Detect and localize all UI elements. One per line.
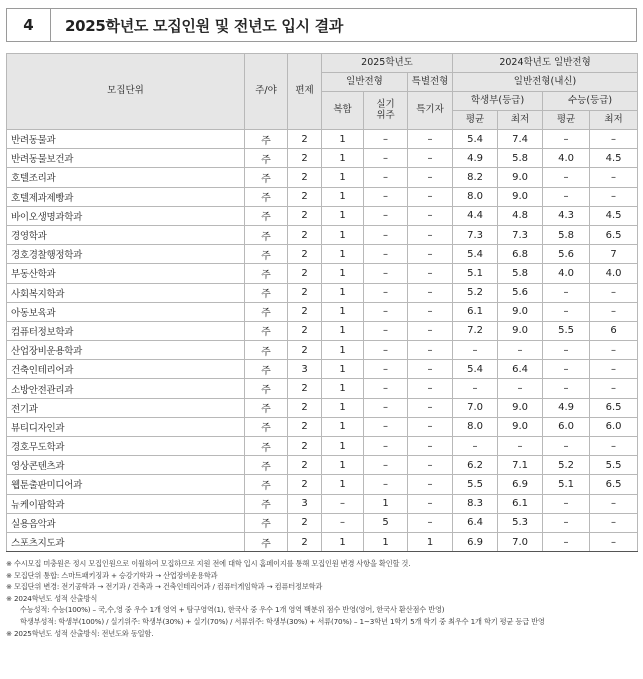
table-cell: 2	[288, 302, 322, 321]
header-special: 특별전형	[408, 73, 453, 92]
table-cell: 7.1	[498, 456, 543, 475]
table-cell: 5	[364, 513, 408, 532]
table-cell: –	[543, 130, 590, 149]
table-cell: –	[364, 456, 408, 475]
table-cell: 6.5	[590, 225, 638, 244]
table-cell: 2	[288, 130, 322, 149]
table-cell: –	[364, 206, 408, 225]
table-cell: –	[590, 283, 638, 302]
table-cell: 5.1	[453, 264, 498, 283]
table-cell: –	[498, 341, 543, 360]
table-cell: –	[590, 168, 638, 187]
table-cell: –	[543, 283, 590, 302]
table-cell: –	[408, 283, 453, 302]
table-cell: 2	[288, 168, 322, 187]
table-cell: 6.8	[498, 245, 543, 264]
table-cell: –	[408, 187, 453, 206]
table-cell: 7	[590, 245, 638, 264]
table-cell: –	[364, 130, 408, 149]
table-cell: 5.2	[453, 283, 498, 302]
table-cell: 2	[288, 283, 322, 302]
table-cell: 주	[245, 187, 288, 206]
table-cell: 5.8	[498, 264, 543, 283]
table-row	[7, 494, 638, 513]
table-cell: 주	[245, 437, 288, 456]
table-cell: –	[543, 187, 590, 206]
table-cell: –	[590, 360, 638, 379]
unit-name: 경영학과	[7, 225, 245, 244]
table-cell: 주	[245, 456, 288, 475]
table-cell: 1	[364, 494, 408, 513]
table-cell: –	[590, 379, 638, 398]
table-cell: –	[364, 398, 408, 417]
table-cell: 1	[322, 302, 364, 321]
table-cell: –	[408, 475, 453, 494]
table-cell: 6.4	[453, 513, 498, 532]
table-cell: 9.0	[498, 302, 543, 321]
header-general-inner: 일반전형(내신)	[453, 73, 638, 92]
table-cell: 2	[288, 379, 322, 398]
table-cell: 4.9	[453, 149, 498, 168]
table-cell: –	[364, 168, 408, 187]
table-cell: 5.3	[498, 513, 543, 532]
table-cell: 주	[245, 321, 288, 340]
table-cell: 5.4	[453, 130, 498, 149]
table-row	[7, 379, 638, 398]
table-cell: 2	[288, 264, 322, 283]
table-cell: 주	[245, 264, 288, 283]
table-cell: 8.0	[453, 187, 498, 206]
table-cell: 4.4	[453, 206, 498, 225]
table-cell: –	[498, 437, 543, 456]
unit-name: 웹툰출판미디어과	[7, 475, 245, 494]
table-cell: 1	[322, 321, 364, 340]
table-cell: –	[453, 379, 498, 398]
table-cell: –	[364, 360, 408, 379]
table-cell: 주	[245, 130, 288, 149]
table-row	[7, 149, 638, 168]
header-composite: 복합	[322, 92, 364, 130]
table-cell: 4.9	[543, 398, 590, 417]
table-cell: –	[408, 417, 453, 436]
table-cell: 7.0	[498, 532, 543, 551]
table-cell: 주	[245, 206, 288, 225]
table-cell: 1	[322, 417, 364, 436]
header-max: 최저	[498, 111, 543, 130]
table-cell: 6.5	[590, 398, 638, 417]
table-cell: 6.0	[590, 417, 638, 436]
unit-name: 스포츠지도과	[7, 532, 245, 551]
unit-name: 부동산학과	[7, 264, 245, 283]
table-cell: –	[408, 130, 453, 149]
section-header	[6, 8, 637, 42]
table-cell: 5.6	[543, 245, 590, 264]
table-row	[7, 168, 638, 187]
table-cell: 2	[288, 398, 322, 417]
table-cell: –	[364, 341, 408, 360]
table-cell: –	[408, 168, 453, 187]
unit-name: 산업장비운용학과	[7, 341, 245, 360]
header-2024: 2024학년도 일반전형	[453, 54, 638, 73]
table-cell: 주	[245, 283, 288, 302]
table-cell: –	[408, 341, 453, 360]
table-cell: 9.0	[498, 187, 543, 206]
table-cell: –	[543, 341, 590, 360]
table-cell: –	[408, 264, 453, 283]
table-row	[7, 513, 638, 532]
table-cell: 1	[322, 245, 364, 264]
table-cell: 6.0	[543, 417, 590, 436]
table-cell: 8.3	[453, 494, 498, 513]
header-special-skill: 특기자	[408, 92, 453, 130]
table-cell: 4.5	[590, 206, 638, 225]
table-cell: 6.1	[498, 494, 543, 513]
table-cell: 4.0	[543, 264, 590, 283]
table-cell: 2	[288, 456, 322, 475]
table-cell: 9.0	[498, 398, 543, 417]
table-row	[7, 245, 638, 264]
table-cell: 2	[288, 149, 322, 168]
table-row	[7, 130, 638, 149]
table-cell: –	[590, 437, 638, 456]
unit-name: 사회복지학과	[7, 283, 245, 302]
unit-name: 전기과	[7, 398, 245, 417]
unit-name: 바이오생명과학과	[7, 206, 245, 225]
header-2025: 2025학년도	[322, 54, 453, 73]
table-cell: –	[408, 360, 453, 379]
table-cell: 2	[288, 225, 322, 244]
table-cell: 2	[288, 321, 322, 340]
header-avg: 평균	[543, 111, 590, 130]
table-cell: –	[408, 245, 453, 264]
table-cell: –	[364, 302, 408, 321]
table-cell: –	[408, 379, 453, 398]
table-cell: 주	[245, 417, 288, 436]
header-school-record: 학생부(등급)	[453, 92, 543, 111]
table-cell: –	[590, 532, 638, 551]
table-row	[7, 283, 638, 302]
table-cell: 6.2	[453, 456, 498, 475]
table-cell: 5.1	[543, 475, 590, 494]
table-cell: 주	[245, 245, 288, 264]
table-cell: –	[543, 437, 590, 456]
table-cell: –	[453, 341, 498, 360]
table-cell: 4.0	[590, 264, 638, 283]
unit-name: 뉴케이팝학과	[7, 494, 245, 513]
footnote-line: ※ 2025학년도 성적 산출방식: 전년도와 동일함.	[6, 628, 154, 638]
table-cell: 1	[322, 149, 364, 168]
table-cell: –	[543, 379, 590, 398]
header-avg: 평균	[453, 111, 498, 130]
unit-name: 아동보육과	[7, 302, 245, 321]
header-general: 일반전형	[322, 73, 408, 92]
table-cell: 4.8	[498, 206, 543, 225]
table-cell: 주	[245, 168, 288, 187]
unit-name: 경호무도학과	[7, 437, 245, 456]
table-cell: 1	[322, 206, 364, 225]
table-cell: –	[364, 245, 408, 264]
table-cell: 6	[590, 321, 638, 340]
unit-name: 건축인테리어과	[7, 360, 245, 379]
table-cell: 9.0	[498, 168, 543, 187]
table-row	[7, 532, 638, 551]
table-cell: 5.6	[498, 283, 543, 302]
table-cell: 1	[322, 475, 364, 494]
unit-name: 반려동물과	[7, 130, 245, 149]
table-cell: –	[408, 321, 453, 340]
unit-name: 컴퓨터정보학과	[7, 321, 245, 340]
header-year-level: 편제	[288, 54, 322, 130]
table-cell: –	[408, 225, 453, 244]
table-cell: –	[590, 494, 638, 513]
table-cell: 2	[288, 475, 322, 494]
table-row	[7, 456, 638, 475]
table-cell: 5.4	[453, 245, 498, 264]
table-cell: 5.8	[543, 225, 590, 244]
table-cell: 6.4	[498, 360, 543, 379]
table-cell: –	[453, 437, 498, 456]
table-cell: –	[408, 494, 453, 513]
table-cell: 8.0	[453, 417, 498, 436]
table-cell: 5.2	[543, 456, 590, 475]
table-cell: 4.3	[543, 206, 590, 225]
table-cell: –	[543, 302, 590, 321]
table-cell: 1	[322, 437, 364, 456]
unit-name: 소방안전관리과	[7, 379, 245, 398]
table-cell: –	[408, 302, 453, 321]
table-cell: –	[590, 130, 638, 149]
table-cell: –	[364, 187, 408, 206]
table-cell: –	[364, 417, 408, 436]
table-cell: 1	[322, 360, 364, 379]
table-cell: –	[590, 187, 638, 206]
footnote-line: ※ 모집단위 통합: 스마트패키징과 + 승강기학과 → 산업장비운용학과	[6, 570, 218, 580]
table-cell: 7.4	[498, 130, 543, 149]
header-max: 최저	[590, 111, 638, 130]
table-cell: 주	[245, 513, 288, 532]
table-cell: 2	[288, 341, 322, 360]
table-row	[7, 475, 638, 494]
table-cell: –	[364, 379, 408, 398]
unit-name: 반려동물보건과	[7, 149, 245, 168]
table-cell: 6.5	[590, 475, 638, 494]
table-cell: –	[364, 475, 408, 494]
unit-name: 호텔조리과	[7, 168, 245, 187]
header-day-night: 주/야	[245, 54, 288, 130]
table-cell: –	[364, 225, 408, 244]
table-cell: 1	[322, 187, 364, 206]
table-cell: –	[408, 398, 453, 417]
table-cell: –	[364, 264, 408, 283]
table-cell: 1	[322, 456, 364, 475]
table-cell: –	[408, 456, 453, 475]
footnote-line: 수능성적: 수능(100%) – 국,수,영 중 우수 1개 영역 + 탐구영역(1), 한국사 중 우수 1개 영역 백분위 점수 반영(영어, 한국사 환산점수 반영)	[20, 605, 445, 615]
table-cell: 주	[245, 532, 288, 551]
table-cell: 7.3	[498, 225, 543, 244]
table-cell: 1	[364, 532, 408, 551]
table-cell: 2	[288, 245, 322, 264]
table-cell: 1	[322, 283, 364, 302]
admission-table	[6, 53, 638, 552]
table-cell: –	[543, 168, 590, 187]
table-cell: –	[590, 513, 638, 532]
section-number: 4	[7, 9, 51, 41]
table-cell: –	[543, 360, 590, 379]
table-cell: –	[590, 302, 638, 321]
section-title: 2025학년도 모집인원 및 전년도 입시 결과	[65, 16, 344, 35]
table-cell: 2	[288, 532, 322, 551]
table-row	[7, 321, 638, 340]
table-cell: 7.3	[453, 225, 498, 244]
table-cell: 주	[245, 475, 288, 494]
table-row	[7, 398, 638, 417]
unit-name: 경호경찰행정학과	[7, 245, 245, 264]
table-cell: 1	[408, 532, 453, 551]
table-row	[7, 206, 638, 225]
table-cell: 2	[288, 206, 322, 225]
table-cell: –	[408, 206, 453, 225]
table-cell: 주	[245, 494, 288, 513]
table-cell: –	[322, 513, 364, 532]
table-cell: 1	[322, 264, 364, 283]
table-cell: 5.5	[543, 321, 590, 340]
table-cell: –	[408, 437, 453, 456]
table-cell: 6.9	[498, 475, 543, 494]
table-cell: –	[364, 149, 408, 168]
table-cell: 4.5	[590, 149, 638, 168]
table-cell: 주	[245, 225, 288, 244]
table-cell: 주	[245, 302, 288, 321]
footnote-line: ※ 모집단위 변경: 전기공학과 → 전기과 / 건축과 → 건축인테리어과 / 컴퓨터게임학과 → 컴퓨터정보학과	[6, 582, 323, 592]
footnote-line: ※ 2024학년도 성적 산출방식	[6, 593, 98, 603]
table-cell: –	[590, 341, 638, 360]
table-row	[7, 264, 638, 283]
table-cell: –	[364, 437, 408, 456]
table-row	[7, 417, 638, 436]
table-cell: 2	[288, 417, 322, 436]
table-cell: –	[364, 283, 408, 302]
table-cell: 5.4	[453, 360, 498, 379]
table-cell: 1	[322, 341, 364, 360]
table-cell: 주	[245, 149, 288, 168]
header-csat: 수능(등급)	[543, 92, 638, 111]
table-cell: –	[364, 321, 408, 340]
table-row	[7, 225, 638, 244]
unit-name: 실용음악과	[7, 513, 245, 532]
table-cell: –	[408, 149, 453, 168]
footnote-line: 학생부성적: 학생부(100%) / 실기위주: 학생부(30%) + 실기(70%) / 서류위주: 학생부(30%) + 서류(70%) – 1~3학년 1학기 5개 학기 중 최우수 1개 학기 평균 등급 반영	[20, 616, 545, 626]
table-row	[7, 341, 638, 360]
table-row	[7, 437, 638, 456]
table-cell: 주	[245, 379, 288, 398]
unit-name: 영상콘텐츠과	[7, 456, 245, 475]
table-cell: 5.8	[498, 149, 543, 168]
table-cell: 2	[288, 187, 322, 206]
table-cell: –	[498, 379, 543, 398]
unit-name: 호텔제과제빵과	[7, 187, 245, 206]
table-cell: 9.0	[498, 321, 543, 340]
table-cell: 4.0	[543, 149, 590, 168]
table-cell: 1	[322, 225, 364, 244]
footnotes	[6, 558, 637, 639]
table-cell: 2	[288, 513, 322, 532]
table-cell: 1	[322, 398, 364, 417]
table-cell: 7.0	[453, 398, 498, 417]
table-cell: –	[543, 532, 590, 551]
header-practical: 실기위주	[364, 92, 408, 130]
table-cell: 8.2	[453, 168, 498, 187]
table-cell: 3	[288, 494, 322, 513]
table-row	[7, 302, 638, 321]
table-cell: 주	[245, 341, 288, 360]
table-cell: 6.1	[453, 302, 498, 321]
table-cell: 7.2	[453, 321, 498, 340]
table-cell: 6.9	[453, 532, 498, 551]
table-cell: 1	[322, 130, 364, 149]
table-cell: 3	[288, 360, 322, 379]
footnote-line: ※ 수시모집 미충원은 정시 모집인원으로 이월하여 모집하므로 지원 전에 대학 입시 홈페이지를 통해 모집인원 변경 사항을 확인할 것.	[6, 559, 411, 568]
table-cell: –	[543, 513, 590, 532]
header-unit: 모집단위	[7, 54, 245, 130]
table-cell: 1	[322, 379, 364, 398]
table-cell: –	[408, 513, 453, 532]
table-row	[7, 187, 638, 206]
table-cell: 주	[245, 398, 288, 417]
table-cell: –	[322, 494, 364, 513]
table-row	[7, 360, 638, 379]
table-cell: 주	[245, 360, 288, 379]
table-cell: 2	[288, 437, 322, 456]
table-cell: –	[543, 494, 590, 513]
table-cell: 1	[322, 532, 364, 551]
table-cell: 5.5	[590, 456, 638, 475]
table-cell: 9.0	[498, 417, 543, 436]
unit-name: 뷰티디자인과	[7, 417, 245, 436]
table-body	[7, 130, 638, 552]
table-cell: 1	[322, 168, 364, 187]
table-cell: 5.5	[453, 475, 498, 494]
